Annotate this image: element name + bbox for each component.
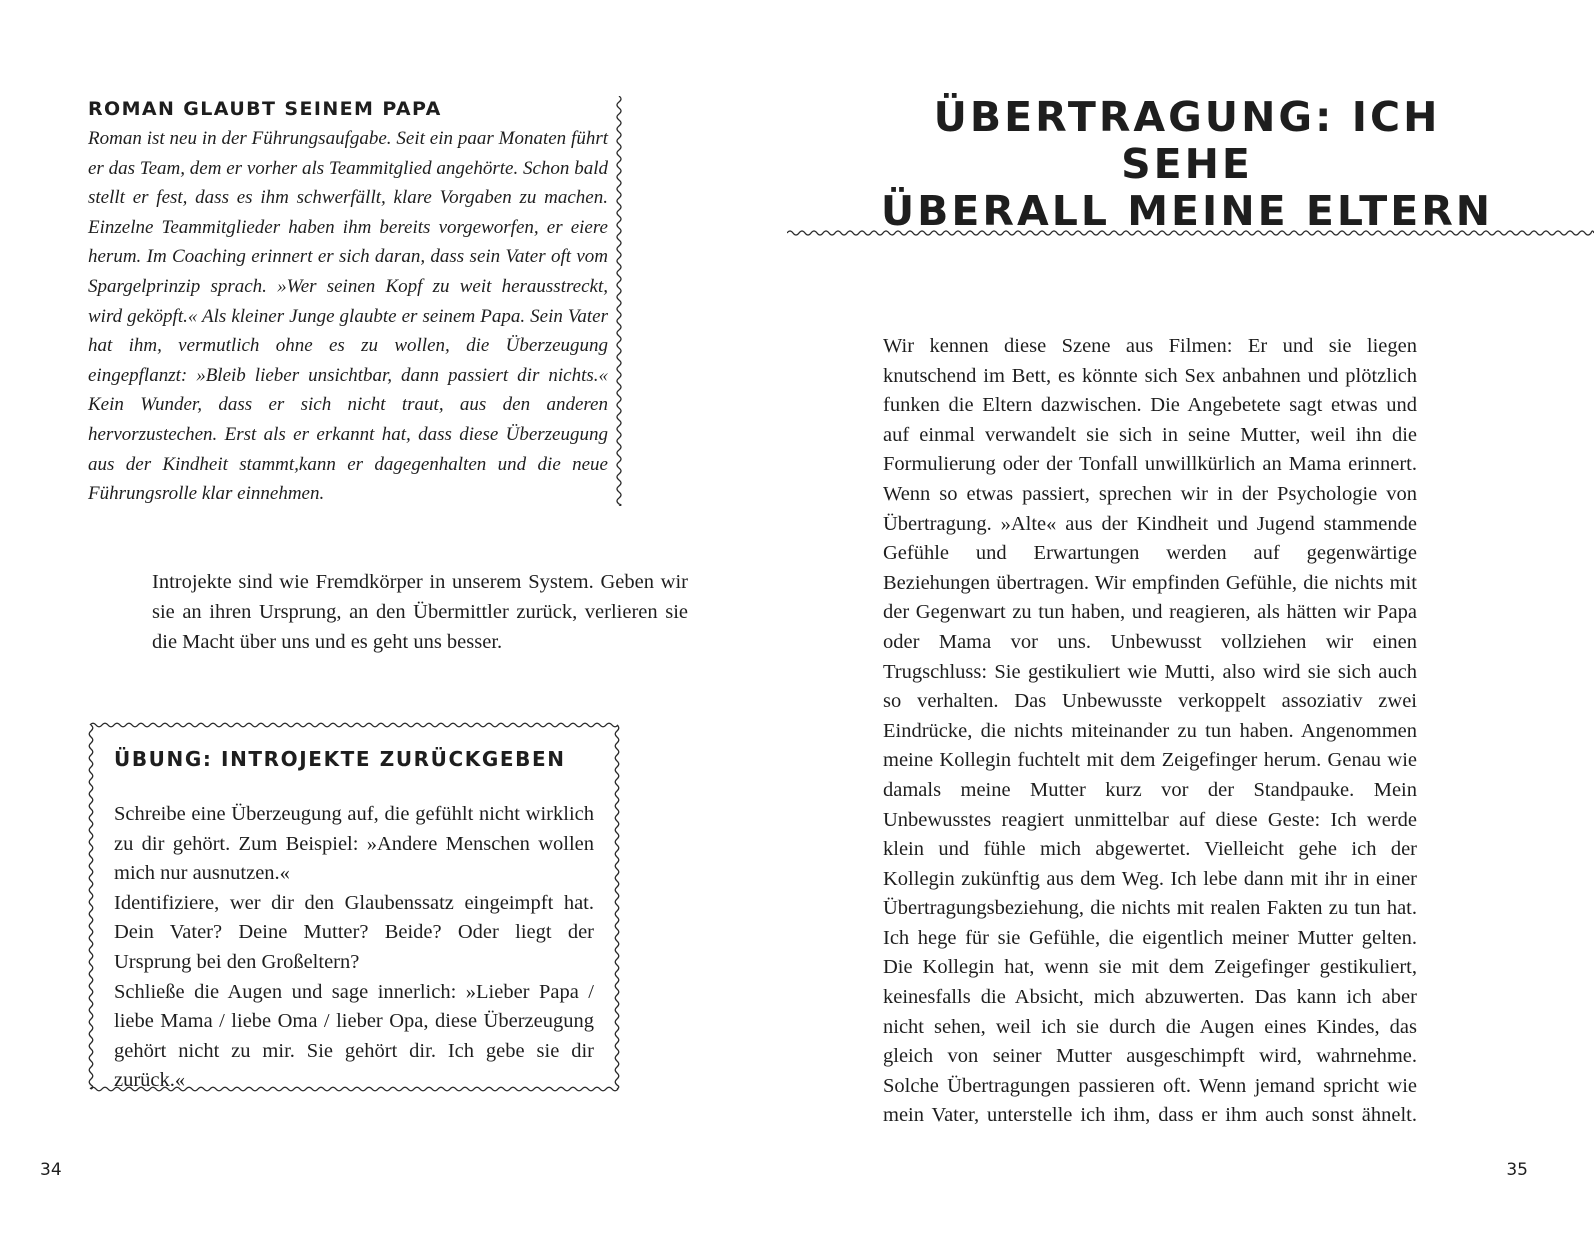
case-study-heading: ROMAN GLAUBT SEINEM PAPA (88, 98, 442, 120)
intro-paragraph: Introjekte sind wie Fremdkörper in unserem System. Geben wir sie an ihren Ursprung, an den Übermittler zurück, verlieren sie die Macht über uns und es geht uns besser. (152, 571, 688, 653)
page-number-right: 35 (1506, 1160, 1528, 1180)
right-page (797, 0, 1594, 1240)
page-number-left: 34 (40, 1160, 62, 1180)
exercise-box (86, 720, 622, 1094)
exercise-step-1: Schreibe eine Überzeugung auf, die gefühlt nicht wirklich zu dir gehört. Zum Beispiel: »Andere Menschen wollen mich nur ausnutzen.« (114, 803, 594, 885)
chapter-title-line-1: ÜBERTRAGUNG: ICH SEHE (933, 93, 1441, 188)
case-study (88, 96, 608, 509)
case-study-wavy-border (612, 96, 626, 506)
exercise-content (114, 744, 594, 1096)
exercise-heading: ÜBUNG: INTROJEKTE ZURÜCKGEBEN (114, 747, 566, 771)
body-text: Wir kennen diese Szene aus Filmen: Er und sie liegen knutschend im Bett, es könnte sich Sex anbahnen und plötzlich funken die Eltern dazwischen. Die Angebetete sagt etwas und auf einmal verwandelt sie sich in seine Mutter, weil ihn die Formulierung oder der Tonfall unwillkürlich an Mama erinnert. Wenn so etwas passiert, sprechen wir in der Psychologie von Übertragung. »Alte« aus der Kindheit und Jugend stammende Gefühle und Erwartungen werden auf gegenwärtige Beziehungen übertragen. Wir empfinden Gefühle, die nichts mit der Gegenwart zu tun haben, und reagieren, als hätten wir Papa oder Mama vor uns. Unbewusst vollziehen wir einen Trugschluss: Sie gestikuliert wie Mutti, also wird sie sich auch so verhalten. Das Unbewusste verkoppelt assoziativ zwei Eindrücke, die nichts miteinander zu tun haben. Angenommen meine Kollegin fuchtelt mit dem Zeigefinger herum. Genau wie damals meine Mutter kurz vor der Standpauke. Mein Unbewusstes reagiert unmittelbar auf diese Geste: Ich werde klein und fühle mich abgewertet. Vielleicht gehe ich der Kollegin zukünftig aus dem Weg. Ich lebe dann mit ihr in einer Übertragungsbeziehung, die nichts mit realen Fakten zu tun hat. Ich hege für sie Gefühle, die eigentlich meiner Mutter gelten. Die Kollegin hat, wenn sie mit dem Zeigefinger gestikuliert, keinesfalls die Absicht, mich abzuwerten. Das kann ich aber nicht sehen, weil ich sie durch die Augen eines Kindes, das gleich von seiner Mutter ausgeschimpft wird, wahrnehme. Solche Übertragungen passieren oft. Wenn jemand spricht wie mein Vater, unterstelle ich ihm, dass er ihm auch sonst ähnelt. (883, 335, 1417, 1127)
case-study-text: Roman ist neu in der Führungsaufgabe. Seit ein paar Monaten führt er das Team, dem er vorher als Teammitglied angehörte. Schon bald stellt er fest, dass es ihm schwerfällt, klare Vorgaben zu machen. Einzelne Teammitglieder haben ihm bereits vorgeworfen, er eiere herum. Im Coaching erinnert er sich daran, dass sein Vater oft vom Spargelprinzip sprach. »Wer seinen Kopf zu weit herausstreckt, wird geköpft.« Als kleiner Junge glaubte er seinem Papa. Sein Vater hat ihm, vermutlich ohne es zu wollen, die Überzeugung eingepflanzt: »Bleib lieber unsichtbar, dann passiert dir nichts.« Kein Wunder, dass er sich nicht traut, aus den anderen hervorzustechen. Erst als er erkannt hat, dass diese Überzeugung aus der Kindheit stammt,kann er dagegenhalten und die neue Führungsrolle klar einnehmen. (88, 128, 608, 505)
exercise-step-3: Schließe die Augen und sage innerlich: »Lieber Papa / liebe Mama / liebe Oma / lieber Opa, diese Überzeugung gehört nicht zu mir. Sie gehört dir. Ich gebe sie dir zurück.« (114, 980, 594, 1092)
exercise-step-2: Identifiziere, wer dir den Glaubenssatz eingeimpft hat. Dein Vater? Deine Mutter? Beide? Oder liegt der Ursprung bei den Großeltern? (114, 891, 594, 973)
chapter-title (877, 94, 1497, 235)
chapter-title-line-2: ÜBERALL MEINE ELTERN (880, 187, 1494, 235)
title-wavy-rule (787, 226, 1594, 240)
